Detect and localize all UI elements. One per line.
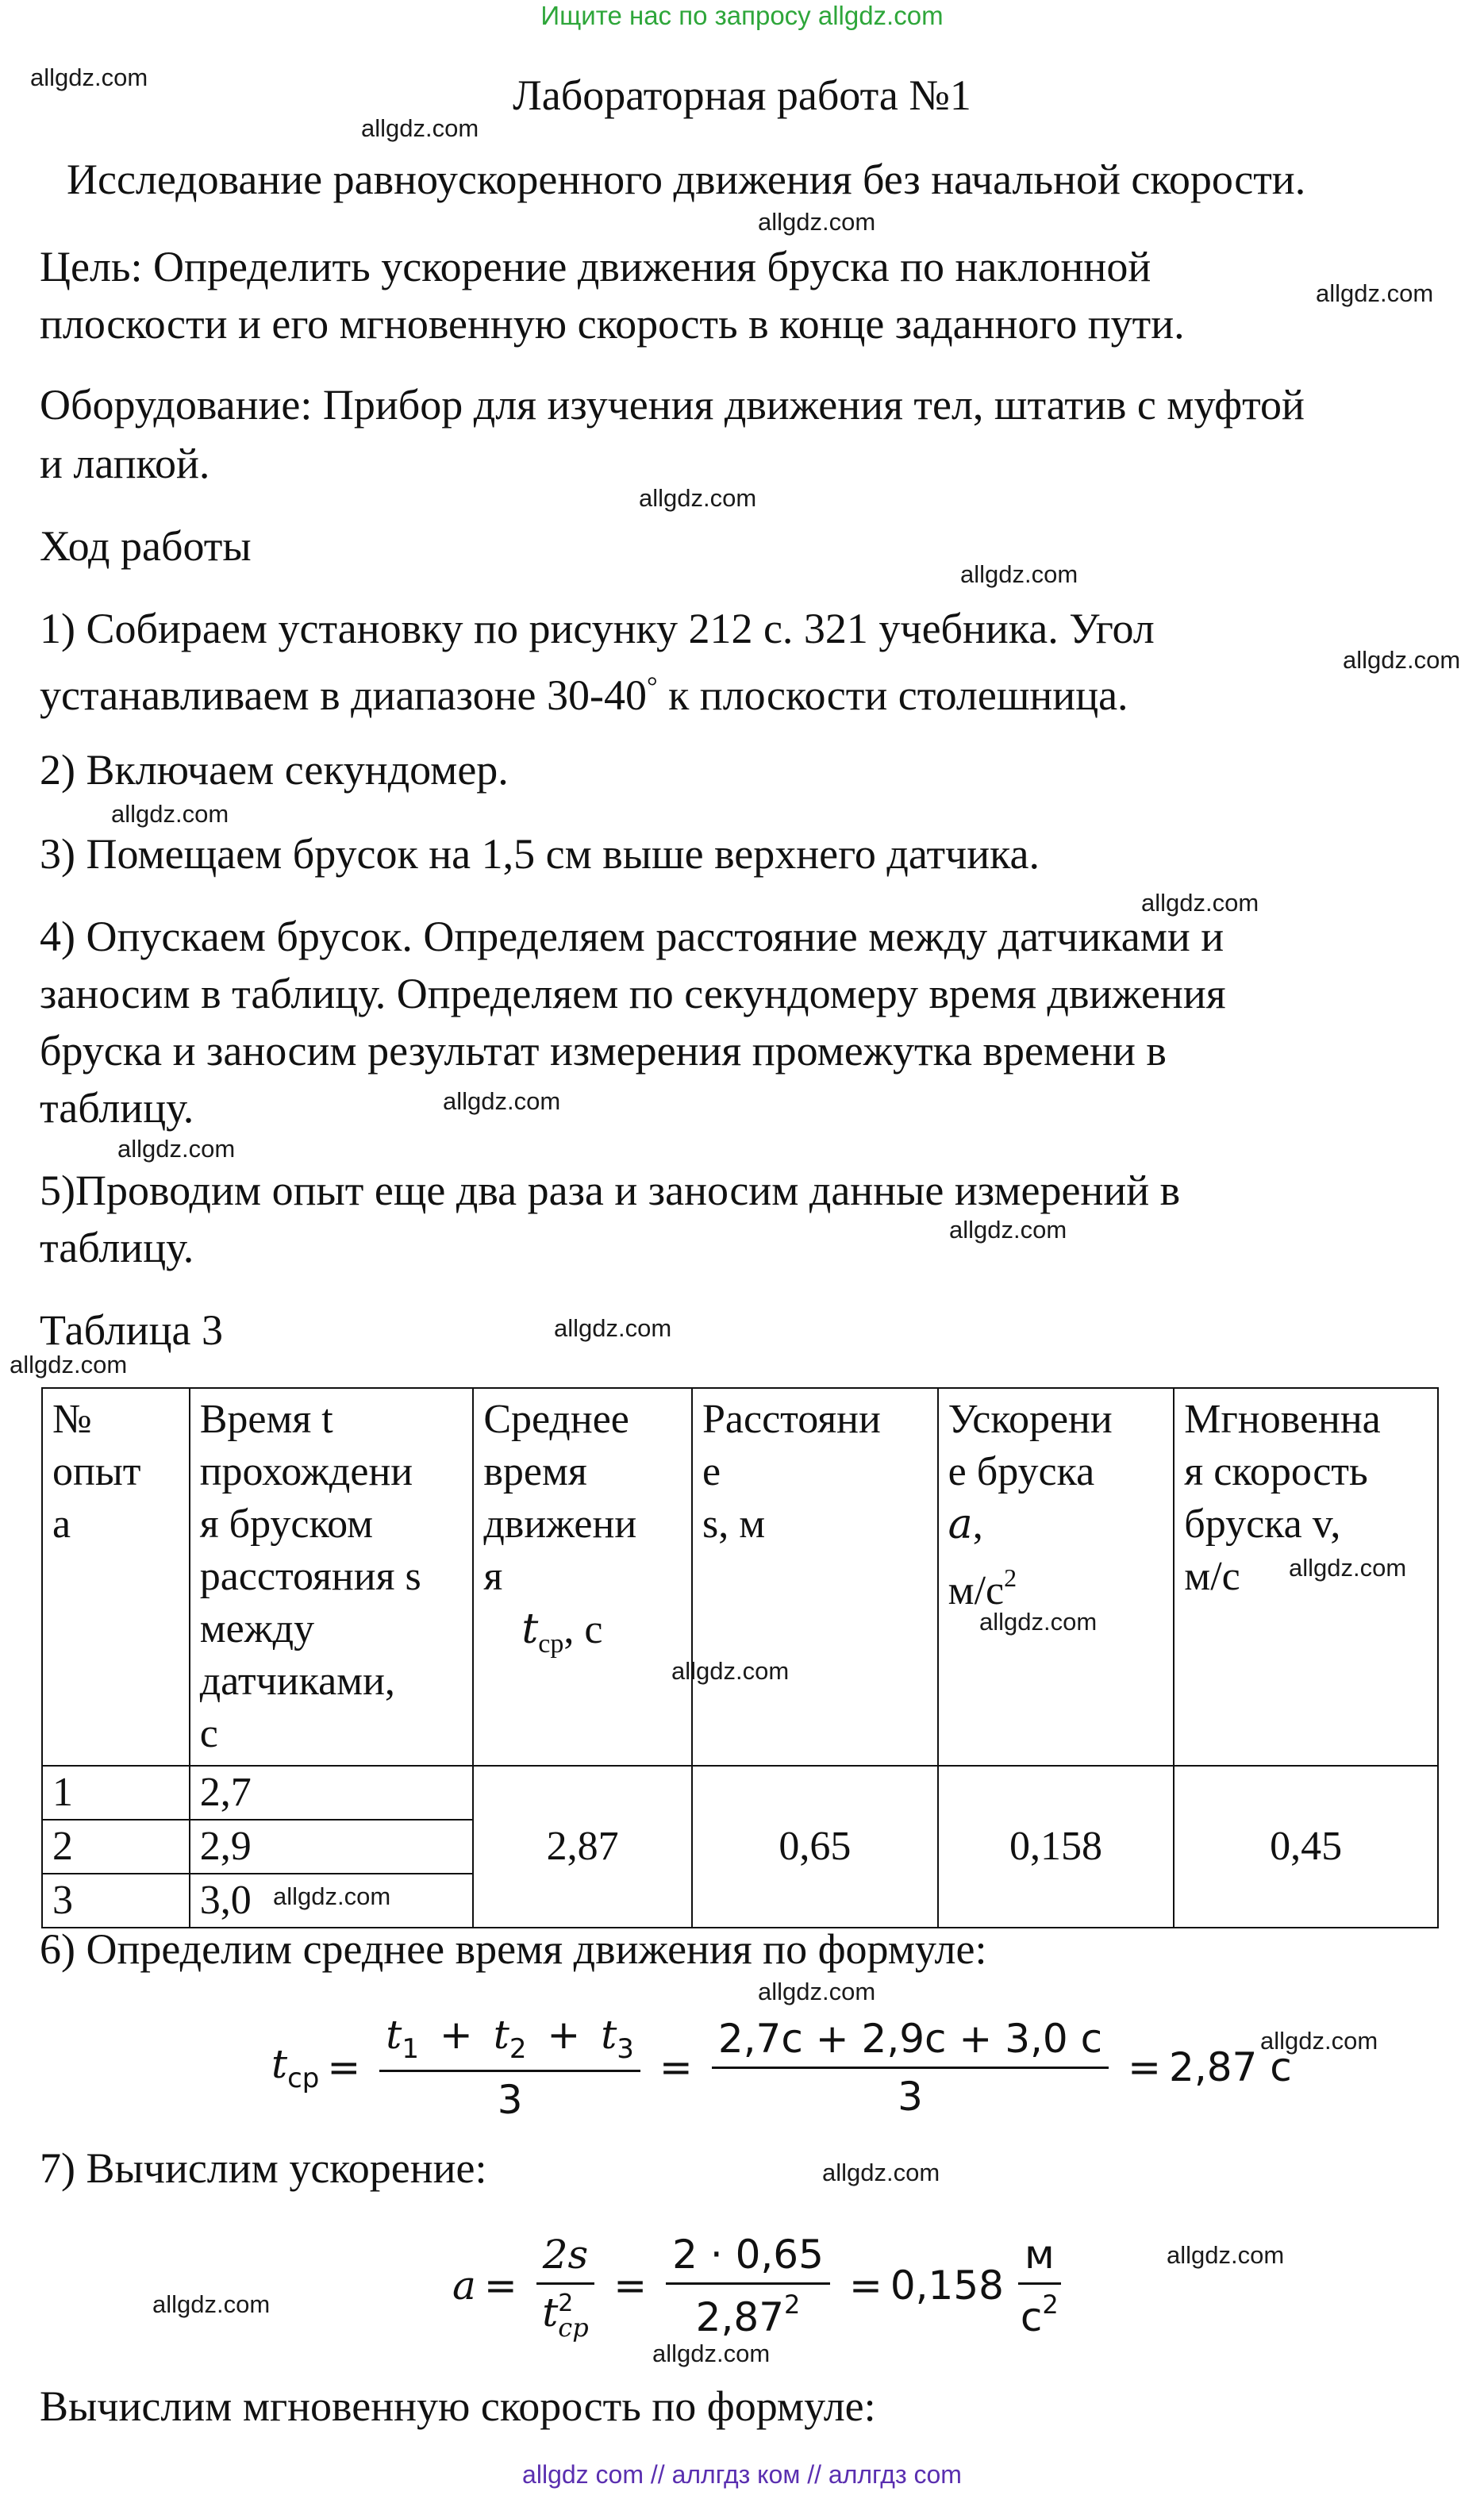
watermark: allgdz.com xyxy=(273,1882,391,1910)
top-banner[interactable]: Ищите нас по запросу allgdz.com xyxy=(540,1,944,30)
f7-unit-den xyxy=(1021,2285,1059,2340)
f7-result: 0,158 xyxy=(890,2263,1004,2309)
watermark: allgdz.com xyxy=(554,1314,672,1342)
header-average-time-symbol xyxy=(483,1603,682,1671)
watermark: allgdz.com xyxy=(1289,1554,1407,1582)
page-title: Лабораторная работа №1 xyxy=(513,71,971,119)
watermark: allgdz.com xyxy=(1141,889,1259,917)
step-6: 6) Определим среднее время движения по формуле: xyxy=(40,1925,987,1973)
f6-lhs-t: t xyxy=(271,2040,288,2087)
f7-denominator-1 xyxy=(542,2285,589,2343)
equipment-line-2: и лапкой. xyxy=(40,440,210,487)
f7-t-sup: 2 xyxy=(558,2289,574,2317)
step-1-text-a: устанавливаем в диапазоне 30-40 xyxy=(40,671,647,719)
step-4-line-3: бруска и заносим результат измерения промежутка времени в xyxy=(40,1027,1167,1075)
f7-unit-den-sup: 2 xyxy=(1042,2289,1059,2320)
t-unit: , с xyxy=(563,1607,603,1652)
bottom-banner[interactable]: allgdz com // аллгдз ком // аллгдз com xyxy=(522,2460,962,2489)
f6-lhs-sub: ср xyxy=(287,2062,320,2094)
f7-t-sub: cp xyxy=(558,2312,589,2343)
watermark: allgdz.com xyxy=(1316,279,1434,307)
watermark: allgdz.com xyxy=(117,1135,236,1163)
f7-numerator-2: 2 · 0,65 xyxy=(666,2232,830,2285)
results-table xyxy=(41,1387,1439,1928)
table-title: Таблица 3 xyxy=(40,1306,223,1354)
f6-numerator-2: 2,7с + 2,9с + 3,0 с xyxy=(712,2016,1109,2069)
t2: t xyxy=(493,2012,509,2058)
f7-fraction-1 xyxy=(536,2232,594,2343)
watermark: allgdz.com xyxy=(758,1978,876,2005)
plus-sign: + xyxy=(547,2012,581,2058)
watermark: allgdz.com xyxy=(822,2159,940,2186)
t1: t xyxy=(386,2012,402,2058)
watermark: allgdz.com xyxy=(10,1351,128,1378)
a-unit-sup: 2 xyxy=(1004,1563,1017,1592)
a-unit: м/с xyxy=(948,1568,1005,1613)
formula-average-time xyxy=(271,2008,1292,2127)
watermark: allgdz.com xyxy=(111,800,229,828)
f7-lhs: a xyxy=(452,2263,476,2309)
step-7: 7) Вычислим ускорение: xyxy=(40,2144,487,2192)
watermark: allgdz.com xyxy=(1343,646,1461,674)
equals-sign: = xyxy=(848,2263,882,2309)
watermark: allgdz.com xyxy=(671,1657,790,1685)
header-velocity: Мгновенна я скорость бруска v, м/с xyxy=(1174,1388,1438,1766)
watermark: allgdz.com xyxy=(1167,2241,1285,2269)
a-comma: , xyxy=(972,1502,983,1548)
watermark: allgdz.com xyxy=(639,484,757,512)
subtitle: Исследование равноускоренного движения без начальной скорости. xyxy=(67,156,1306,203)
header-acceleration xyxy=(938,1388,1175,1766)
step-4-line-2: заносим в таблицу. Определяем по секундомеру время движения xyxy=(40,970,1226,1017)
step-2: 2) Включаем секундомер. xyxy=(40,746,509,794)
f6-denominator-2: 3 xyxy=(898,2073,923,2120)
cell-v: 0,45 xyxy=(1174,1766,1438,1928)
step-5-line-2: таблицу. xyxy=(40,1224,194,1271)
equals-sign: = xyxy=(327,2044,361,2090)
cell-t: 2,9 xyxy=(190,1820,474,1874)
f7-den2-sup: 2 xyxy=(784,2289,801,2320)
f7-t: t xyxy=(542,2290,559,2336)
step-5-line-1: 5)Проводим опыт еще два раза и заносим данные измерений в xyxy=(40,1167,1181,1214)
equals-sign: = xyxy=(1128,2044,1162,2090)
watermark: allgdz.com xyxy=(960,560,1078,588)
t2-sub: 2 xyxy=(509,2033,527,2065)
cell-t: 2,7 xyxy=(190,1766,474,1820)
formula-acceleration xyxy=(452,2222,1072,2349)
table-row xyxy=(42,1766,1438,1820)
f6-denominator-1: 3 xyxy=(497,2077,523,2123)
cell-n: 2 xyxy=(42,1820,190,1874)
watermark: allgdz.com xyxy=(152,2290,271,2318)
equals-sign: = xyxy=(483,2263,517,2309)
equals-sign: = xyxy=(613,2263,648,2309)
watermark: allgdz.com xyxy=(979,1608,1098,1636)
plus-sign: + xyxy=(439,2012,473,2058)
watermark: allgdz.com xyxy=(652,2340,771,2367)
f6-fraction-1 xyxy=(379,2012,640,2123)
f7-fraction-2 xyxy=(666,2232,830,2340)
f6-result: 2,87 с xyxy=(1169,2044,1292,2090)
header-acceleration-text: Ускорени е бруска xyxy=(948,1397,1113,1494)
t3-sub: 3 xyxy=(617,2033,634,2065)
header-distance: Расстояни е s, м xyxy=(692,1388,938,1766)
watermark: allgdz.com xyxy=(1260,2027,1378,2055)
step-1-line-2 xyxy=(40,659,1128,724)
t1-sub: 1 xyxy=(402,2033,420,2065)
t-symbol: t xyxy=(521,1605,539,1653)
header-acceleration-symbol xyxy=(948,1498,1164,1551)
procedure-title: Ход работы xyxy=(40,522,252,570)
step-4-line-4: таблицу. xyxy=(40,1084,194,1132)
f7-unit xyxy=(1018,2232,1061,2340)
cell-a: 0,158 xyxy=(938,1766,1175,1928)
cell-n: 1 xyxy=(42,1766,190,1820)
table-header-row xyxy=(42,1388,1438,1766)
goal-line-2: плоскости и его мгновенную скорость в конце заданного пути. xyxy=(40,300,1185,348)
f6-lhs xyxy=(271,2041,319,2094)
step-4-line-1: 4) Опускаем брусок. Определяем расстояние между датчиками и xyxy=(40,913,1224,960)
step-3: 3) Помещаем брусок на 1,5 см выше верхнего датчика. xyxy=(40,830,1040,878)
cell-s: 0,65 xyxy=(692,1766,938,1928)
watermark: allgdz.com xyxy=(361,114,479,142)
last-line: Вычислим мгновенную скорость по формуле: xyxy=(40,2382,876,2430)
step-1-line-1: 1) Собираем установку по рисунку 212 с. 321 учебника. Угол xyxy=(40,605,1155,652)
degree-symbol: ° xyxy=(646,672,658,702)
f7-numerator-1: 2s xyxy=(536,2232,594,2285)
watermark: allgdz.com xyxy=(443,1087,561,1115)
cell-n: 3 xyxy=(42,1874,190,1928)
header-average-time xyxy=(473,1388,692,1766)
header-average-time-text: Среднее время движени я xyxy=(483,1397,637,1599)
header-time: Время t прохождени я бруском расстояния s между датчиками, с xyxy=(190,1388,474,1766)
goal-line-1: Цель: Определить ускорение движения бруска по наклонной xyxy=(40,243,1151,290)
f6-fraction-2 xyxy=(712,2016,1109,2120)
cell-t: 3,0 xyxy=(190,1874,474,1928)
step-1-text-b: к плоскости столешница. xyxy=(657,671,1128,719)
cell-t-avg: 2,87 xyxy=(473,1766,692,1928)
header-experiment-number: № опыт а xyxy=(42,1388,190,1766)
t-subscript: ср xyxy=(538,1629,564,1659)
f7-denominator-2 xyxy=(696,2285,801,2340)
f7-unit-num: м xyxy=(1018,2232,1061,2285)
watermark: allgdz.com xyxy=(758,208,876,236)
equals-sign: = xyxy=(659,2044,693,2090)
f7-den2-base: 2,87 xyxy=(695,2293,784,2340)
watermark: allgdz.com xyxy=(949,1216,1067,1244)
header-acceleration-unit xyxy=(948,1551,1164,1617)
equipment-line-1: Оборудование: Прибор для изучения движения тел, штатив с муфтой xyxy=(40,381,1305,429)
f6-numerator-1 xyxy=(379,2012,640,2072)
t3: t xyxy=(601,2012,617,2058)
f7-unit-den-base: с xyxy=(1020,2293,1043,2340)
watermark: allgdz.com xyxy=(30,63,148,91)
a-symbol: a xyxy=(948,1501,973,1548)
